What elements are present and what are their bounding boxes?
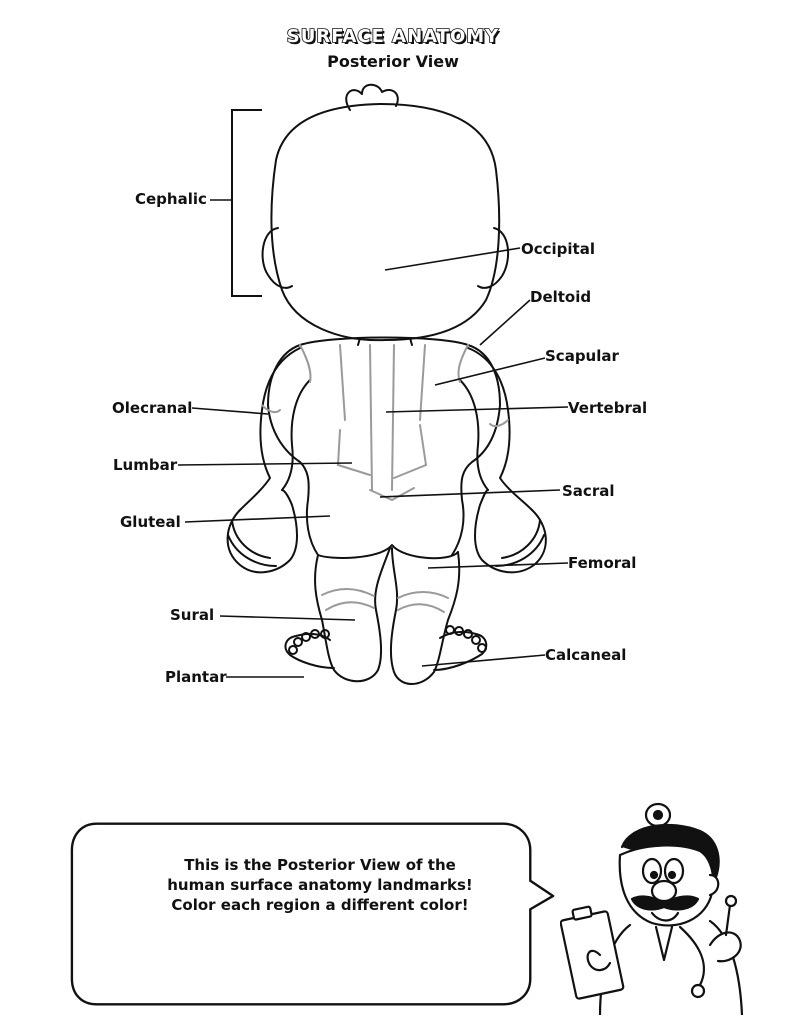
left-hand	[228, 490, 297, 572]
leader-calcaneal	[422, 655, 545, 666]
leader-femoral	[428, 563, 568, 568]
left-ear	[263, 228, 292, 288]
lumbar-region-right	[394, 425, 426, 478]
sural-band-right	[398, 592, 448, 612]
scapular-line	[340, 345, 425, 420]
label-sural: Sural	[170, 606, 215, 624]
label-plantar: Plantar	[165, 668, 227, 686]
speech-line-2: human surface anatomy landmarks!	[167, 876, 473, 894]
deltoid-line-left	[300, 345, 311, 382]
label-lumbar: Lumbar	[113, 456, 178, 474]
leader-lumbar	[178, 463, 352, 465]
label-cephalic: Cephalic	[135, 190, 207, 208]
left-leg	[315, 548, 390, 681]
speech-bubble-text	[120, 855, 520, 915]
label-femoral: Femoral	[568, 554, 637, 572]
label-deltoid: Deltoid	[530, 288, 592, 306]
label-vertebral: Vertebral	[568, 399, 648, 417]
label-gluteal: Gluteal	[120, 513, 181, 531]
label-sacral: Sacral	[562, 482, 615, 500]
label-occipital: Occipital	[521, 240, 595, 258]
leader-olecranal	[192, 408, 268, 414]
leader-sural	[220, 616, 355, 620]
speech-line-1: This is the Posterior View of the	[184, 856, 456, 874]
page-title: SURFACE ANATOMY	[286, 26, 500, 47]
lumbar-region-left	[338, 430, 370, 475]
leader-gluteal	[185, 516, 330, 522]
label-calcaneal: Calcaneal	[545, 646, 627, 664]
page-subtitle: Posterior View	[327, 52, 459, 71]
speech-line-3: Color each region a different color!	[171, 896, 469, 914]
cephalic-bracket	[232, 110, 262, 296]
label-scapular: Scapular	[545, 347, 619, 365]
olecranal-right	[490, 420, 508, 426]
vertebral-region	[370, 345, 394, 490]
head-outline	[271, 104, 499, 340]
leader-occipital	[385, 248, 520, 270]
torso-outline	[300, 338, 500, 556]
right-hand	[475, 490, 546, 572]
leader-deltoid	[480, 300, 530, 345]
label-olecranal: Olecranal	[112, 399, 193, 417]
olecranal-left	[262, 405, 280, 412]
doctor-character-illustration	[560, 795, 780, 1015]
sural-band-left	[322, 589, 374, 610]
